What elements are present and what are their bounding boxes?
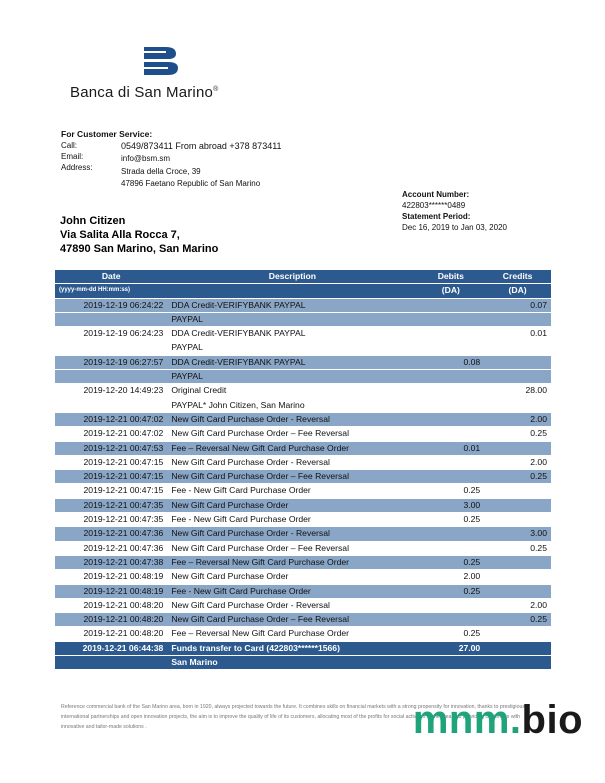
cell-description: Fee – Reversal New Gift Card Purchase Order	[167, 555, 417, 569]
bank-logo-mark-icon	[142, 44, 180, 78]
cell-debit: 27.00	[417, 641, 484, 655]
cell-description: San Marino	[167, 656, 417, 670]
cell-date	[55, 341, 167, 355]
cell-date: 2019-12-19 06:24:23	[55, 327, 167, 341]
header-description-sub	[167, 284, 417, 298]
cell-credit	[484, 584, 551, 598]
table-row	[55, 427, 551, 441]
table-row	[55, 312, 551, 326]
cell-description: Original Credit	[167, 384, 417, 398]
cell-credit: 2.00	[484, 598, 551, 612]
cell-debit	[417, 470, 484, 484]
table-row	[55, 384, 551, 398]
cell-debit	[417, 398, 484, 412]
table-row	[55, 527, 551, 541]
table-row	[55, 570, 551, 584]
account-number-label: Account Number:	[402, 190, 470, 199]
cell-description: New Gift Card Purchase Order - Reversal	[167, 598, 417, 612]
cell-credit	[484, 441, 551, 455]
customer-service-title: For Customer Service:	[61, 129, 153, 139]
header-debits-unit: (DA)	[417, 284, 484, 298]
table-row	[55, 355, 551, 369]
table-subheader-row	[55, 284, 551, 298]
cell-debit	[417, 598, 484, 612]
cell-description: PAYPAL	[167, 370, 417, 384]
table-row	[55, 598, 551, 612]
cell-date: 2019-12-21 00:47:36	[55, 541, 167, 555]
cell-credit: 0.25	[484, 427, 551, 441]
cell-credit: 2.00	[484, 455, 551, 469]
cell-description: New Gift Card Purchase Order - Reversal	[167, 527, 417, 541]
cell-debit: 0.25	[417, 627, 484, 641]
email-value[interactable]: info@bsm.sm	[121, 154, 171, 163]
email-label: Email:	[61, 152, 84, 161]
cell-date: 2019-12-21 00:47:36	[55, 527, 167, 541]
cell-debit: 3.00	[417, 498, 484, 512]
cell-description: New Gift Card Purchase Order	[167, 570, 417, 584]
cell-credit	[484, 312, 551, 326]
cell-description: Fee – Reversal New Gift Card Purchase Order	[167, 627, 417, 641]
cell-date	[55, 370, 167, 384]
cell-debit: 0.01	[417, 441, 484, 455]
cell-description: New Gift Card Purchase Order	[167, 498, 417, 512]
cell-date: 2019-12-21 00:48:19	[55, 584, 167, 598]
cell-description: New Gift Card Purchase Order - Reversal	[167, 412, 417, 426]
cell-description: New Gift Card Purchase Order – Fee Reversal	[167, 427, 417, 441]
table-header-row	[55, 270, 551, 284]
cell-debit	[417, 412, 484, 426]
cell-date: 2019-12-19 06:24:22	[55, 298, 167, 312]
cell-debit	[417, 455, 484, 469]
address-label: Address:	[61, 163, 93, 172]
cell-date	[55, 398, 167, 412]
cell-debit: 0.25	[417, 584, 484, 598]
cell-date	[55, 312, 167, 326]
watermark-logo: mnm.bio	[412, 698, 583, 742]
table-row	[55, 484, 551, 498]
cell-debit: 0.25	[417, 484, 484, 498]
cell-credit: 2.00	[484, 412, 551, 426]
cell-debit	[417, 527, 484, 541]
cell-description: PAYPAL	[167, 312, 417, 326]
cell-date: 2019-12-21 00:47:53	[55, 441, 167, 455]
cell-credit	[484, 370, 551, 384]
cell-date: 2019-12-21 00:47:38	[55, 555, 167, 569]
cell-description: PAYPAL	[167, 341, 417, 355]
cell-date: 2019-12-21 00:47:15	[55, 455, 167, 469]
cell-credit	[484, 570, 551, 584]
table-row	[55, 441, 551, 455]
cell-description: DDA Credit-VERIFYBANK PAYPAL	[167, 355, 417, 369]
cell-description: DDA Credit-VERIFYBANK PAYPAL	[167, 327, 417, 341]
table-row	[55, 555, 551, 569]
header-debits: Debits	[417, 270, 484, 284]
cell-date: 2019-12-21 00:47:35	[55, 498, 167, 512]
cell-description: PAYPAL* John Citizen, San Marino	[167, 398, 417, 412]
cell-credit: 28.00	[484, 384, 551, 398]
cell-debit	[417, 656, 484, 670]
address-line1: Strada della Croce, 39	[121, 167, 201, 176]
cell-credit: 0.25	[484, 613, 551, 627]
cell-credit	[484, 656, 551, 670]
cell-description: Fee - New Gift Card Purchase Order	[167, 513, 417, 527]
cell-credit	[484, 555, 551, 569]
statement-period-value: Dec 16, 2019 to Jan 03, 2020	[402, 223, 507, 232]
cell-date: 2019-12-21 00:47:02	[55, 412, 167, 426]
header-date-format: (yyyy-mm-dd HH:mm:ss)	[55, 284, 167, 298]
cell-debit	[417, 327, 484, 341]
table-row	[55, 455, 551, 469]
header-description: Description	[167, 270, 417, 284]
table-row	[55, 641, 551, 655]
cell-credit: 0.25	[484, 470, 551, 484]
call-label: Call:	[61, 141, 78, 150]
cell-debit	[417, 613, 484, 627]
bank-name: Banca di San Marino®	[70, 84, 219, 101]
cell-credit: 3.00	[484, 527, 551, 541]
cell-date: 2019-12-21 00:47:02	[55, 427, 167, 441]
table-row	[55, 498, 551, 512]
cell-debit: 2.00	[417, 570, 484, 584]
table-row	[55, 412, 551, 426]
table-row	[55, 513, 551, 527]
cell-description: New Gift Card Purchase Order – Fee Reversal	[167, 541, 417, 555]
bank-logo	[62, 44, 262, 104]
table-row	[55, 656, 551, 670]
cell-credit	[484, 341, 551, 355]
cell-credit: 0.25	[484, 541, 551, 555]
cell-description: New Gift Card Purchase Order - Reversal	[167, 455, 417, 469]
table-row	[55, 541, 551, 555]
cell-credit	[484, 513, 551, 527]
cell-description: New Gift Card Purchase Order – Fee Reversal	[167, 470, 417, 484]
table-row	[55, 584, 551, 598]
cell-date: 2019-12-21 06:44:38	[55, 641, 167, 655]
cell-credit	[484, 498, 551, 512]
table-row	[55, 398, 551, 412]
cell-debit	[417, 384, 484, 398]
cell-description: Funds transfer to Card (422803******1566)	[167, 641, 417, 655]
cell-debit	[417, 370, 484, 384]
statement-period-label: Statement Period:	[402, 212, 471, 221]
cell-description: New Gift Card Purchase Order – Fee Reversal	[167, 613, 417, 627]
cell-debit	[417, 298, 484, 312]
table-row	[55, 370, 551, 384]
transactions-body	[55, 298, 551, 670]
cell-description: DDA Credit-VERIFYBANK PAYPAL	[167, 298, 417, 312]
cell-date: 2019-12-21 00:47:15	[55, 470, 167, 484]
cell-date: 2019-12-20 14:49:23	[55, 384, 167, 398]
cell-credit: 0.01	[484, 327, 551, 341]
table-row	[55, 298, 551, 312]
footer-description: Reference commercial bank of the San Marino area, born in 1920, always projected towards the future. It combines skills on financial markets with a strong propensity for innovation, thanks to prestigious international partnerships and open innovation projects, the aim is to improve the quality of life of its customers, allocating most of the profits for social activities in the area and providing customers with innovative and tailor-made solutions .	[61, 704, 525, 730]
table-row	[55, 327, 551, 341]
table-row	[55, 341, 551, 355]
cell-debit	[417, 427, 484, 441]
holder-street: Via Salita Alla Rocca 7,	[60, 229, 180, 241]
header-date: Date	[55, 270, 167, 284]
cell-credit	[484, 398, 551, 412]
address-line2: 47896 Faetano Republic of San Marino	[121, 179, 261, 188]
cell-date: 2019-12-21 00:48:20	[55, 627, 167, 641]
cell-debit: 0.25	[417, 555, 484, 569]
call-value[interactable]: 0549/873411 From abroad +378 873411	[121, 141, 282, 151]
cell-debit	[417, 541, 484, 555]
holder-name: John Citizen	[60, 215, 126, 227]
table-row	[55, 627, 551, 641]
cell-date: 2019-12-21 00:48:20	[55, 613, 167, 627]
cell-date	[55, 656, 167, 670]
cell-debit	[417, 341, 484, 355]
cell-credit	[484, 355, 551, 369]
cell-description: Fee – Reversal New Gift Card Purchase Order	[167, 441, 417, 455]
cell-credit	[484, 641, 551, 655]
cell-debit: 0.08	[417, 355, 484, 369]
account-number-value: 422803******0489	[402, 201, 466, 210]
cell-description: Fee - New Gift Card Purchase Order	[167, 484, 417, 498]
cell-date: 2019-12-19 06:27:57	[55, 355, 167, 369]
cell-credit: 0.07	[484, 298, 551, 312]
holder-city: 47890 San Marino, San Marino	[60, 243, 219, 255]
transactions-table	[55, 270, 551, 670]
cell-description: Fee - New Gift Card Purchase Order	[167, 584, 417, 598]
cell-credit	[484, 484, 551, 498]
cell-date: 2019-12-21 00:47:35	[55, 513, 167, 527]
header-credits-unit: (DA)	[484, 284, 551, 298]
cell-credit	[484, 627, 551, 641]
table-row	[55, 470, 551, 484]
cell-debit: 0.25	[417, 513, 484, 527]
cell-date: 2019-12-21 00:47:15	[55, 484, 167, 498]
cell-date: 2019-12-21 00:48:19	[55, 570, 167, 584]
cell-debit	[417, 312, 484, 326]
table-row	[55, 613, 551, 627]
header-credits: Credits	[484, 270, 551, 284]
cell-date: 2019-12-21 00:48:20	[55, 598, 167, 612]
